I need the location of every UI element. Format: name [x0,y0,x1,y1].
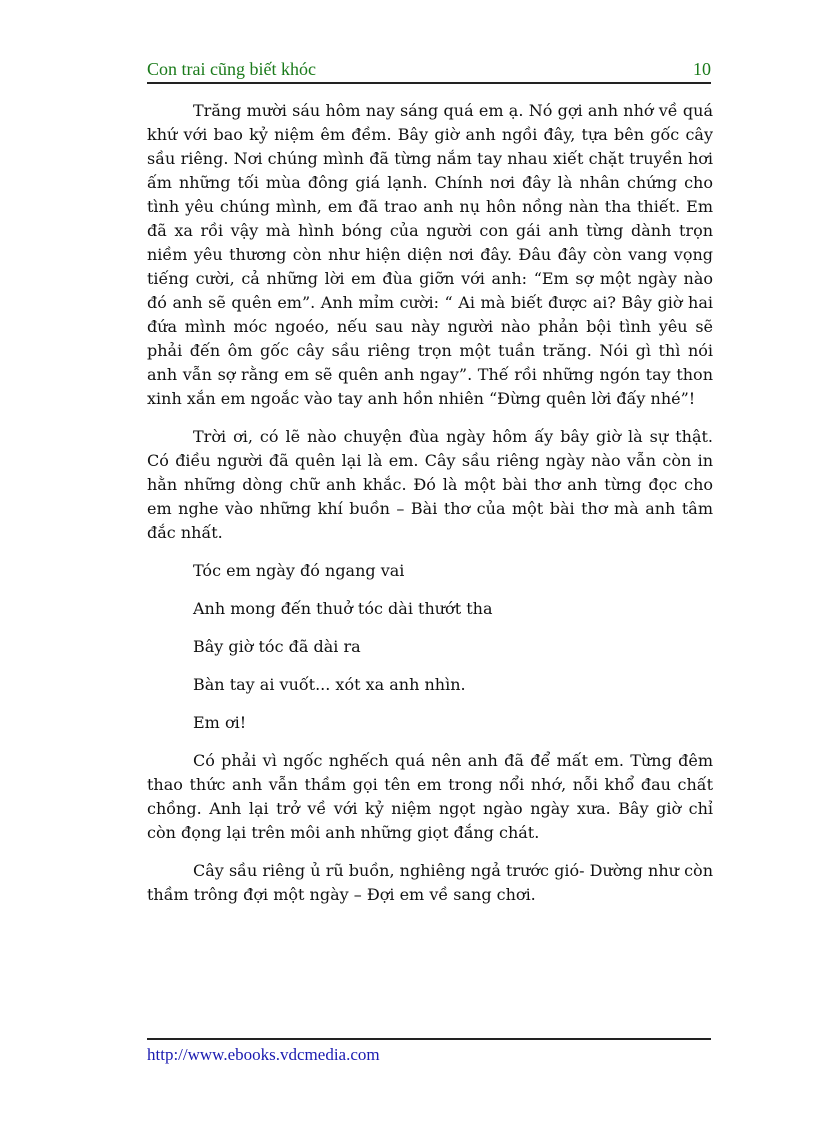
page-header [147,58,711,84]
book-title: Con trai cũng biết khóc [147,59,316,79]
paragraph: Cây sầu riêng ủ rũ buồn, nghiêng ngả trước gió- Dường như còn thầm trông đợi một ngày – Đợi em về sang chơi. [147,861,713,904]
page-number: 10 [693,59,711,79]
page-footer [147,1038,711,1064]
poem-line: Bàn tay ai vuốt... xót xa anh nhìn. [193,675,466,694]
footer-website-link[interactable]: http://www.ebooks.vdcmedia.com [147,1045,380,1064]
paragraph: Trời ơi, có lẽ nào chuyện đùa ngày hôm ấy bây giờ là sự thật. Có điều người đã quên lại là em. Cây sầu riêng ngày nào vẫn còn in hằn những dòng chữ anh khắc. Đó là một bài thơ anh từng đọc cho em nghe vào những khí buồn – Bài thơ của một bài thơ mà anh tâm đắc nhất. [147,427,713,542]
poem-exclamation: Em ơi! [193,713,247,732]
page-body [147,99,713,921]
poem-line: Anh mong đến thuở tóc dài thướt tha [193,599,493,618]
paragraph: Có phải vì ngốc nghếch quá nên anh đã để mất em. Từng đêm thao thức anh vẫn thầm gọi tên em trong nổi nhớ, nỗi khổ đau chất chồng. Anh lại trở về với kỷ niệm ngọt ngào ngày xưa. Bây giờ chỉ còn đọng lại trên môi anh những giọt đắng chát. [147,751,713,842]
paragraph: Trăng mười sáu hôm nay sáng quá em ạ. Nó gợi anh nhớ về quá khứ với bao kỷ niệm êm đềm. Bây giờ anh ngồi đây, tựa bên gốc cây sầu riêng. Nơi chúng mình đã từng nắm tay nhau xiết chặt truyền hơi ấm những tối mùa đông giá lạnh. Chính nơi đây là nhân chứng cho tình yêu chúng mình, em đã trao anh nụ hôn nồng nàn tha thiết. Em đã xa rồi vậy mà hình bóng của người con gái anh từng dành trọn niềm yêu thương còn như hiện diện nơi đây. Đâu đây còn vang vọng tiếng cười, cả những lời em đùa giỡn với anh: “Em sợ một ngày nào đó anh sẽ quên em”. Anh mỉm cười: “ Ai mà biết được ai? Bây giờ hai đứa mình móc ngoéo, nếu sau này người nào phản bội tình yêu sẽ phải đến ôm gốc cây sầu riêng trọn một tuần trăng. Nói gì thì nói anh vẫn sợ rằng em sẽ quên anh ngay”. Thế rồi những ngón tay thon xinh xắn em ngoắc vào tay anh hồn nhiên “Đừng quên lời đấy nhé”! [147,101,713,408]
poem-line: Tóc em ngày đó ngang vai [193,561,405,580]
poem-line: Bây giờ tóc đã dài ra [193,637,361,656]
